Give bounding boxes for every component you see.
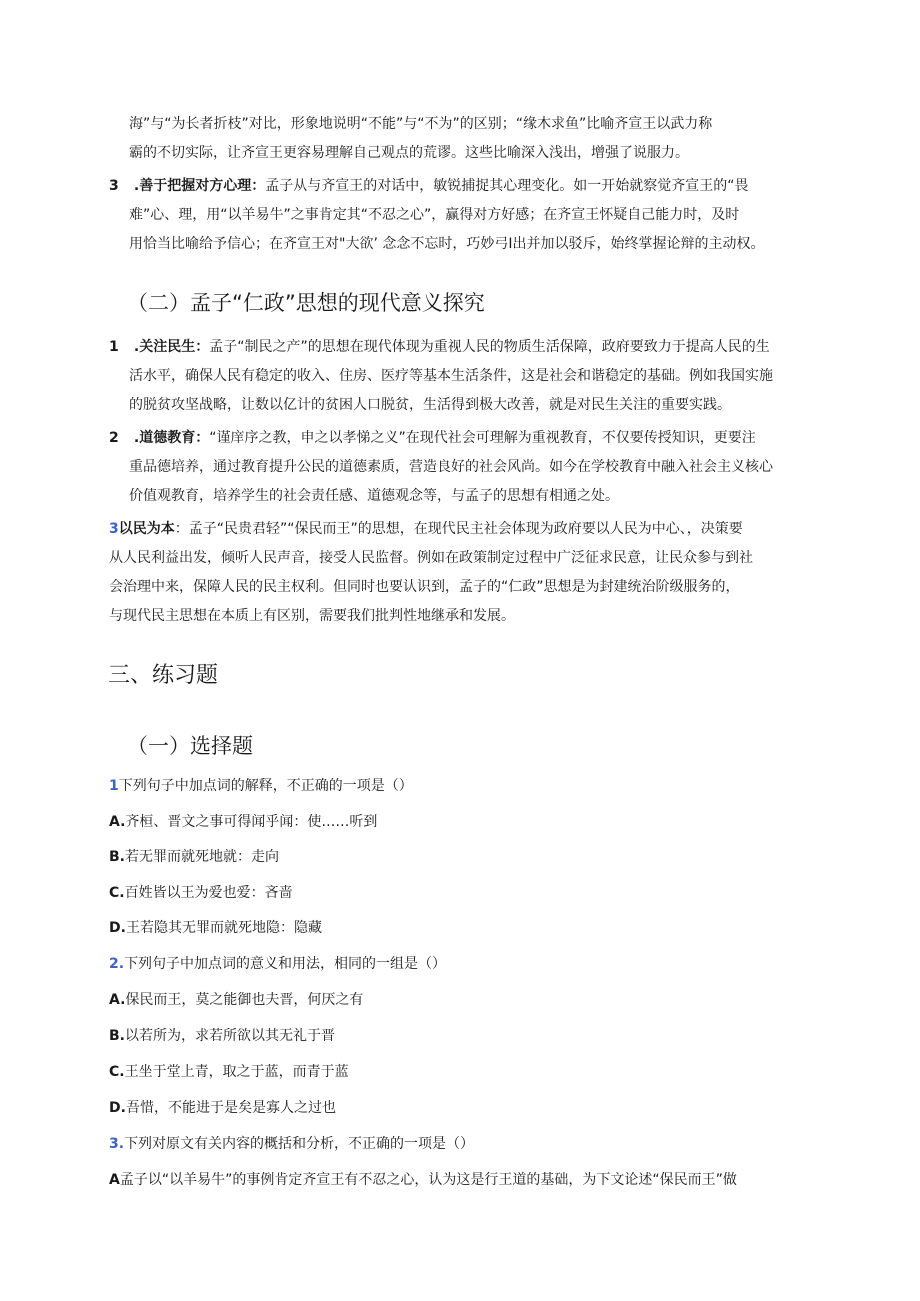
item-number: 3 [109,521,119,537]
question-stem [109,775,809,797]
item-text: 孟子从与齐宣王的对话中，敏锐捕捉其心理变化。如一开始就察觉齐宣王的“畏 [265,178,749,194]
item-number: 1 [109,339,119,355]
question-number: 1 [109,778,119,794]
item-text: 难”心、理，用“以羊易牛”之事肯定其“不忍之心”，赢得对方好感；在齐宣王怀疑自己能力时，及时 [129,207,740,223]
question-option [109,917,809,939]
item-text: 孟子“制民之产”的思想在现代体现为重视人民的物质生活保障，政府要致力于提高人民的生 [209,339,770,355]
option-label: A [109,1172,120,1188]
option-label: A. [109,992,126,1008]
option-text: 孟子以“以羊易牛”的事例肯定齐宣王有不忍之心，认为这是行王道的基础，为下文论述“保民而王”做 [119,1172,737,1188]
question-text: 下列对原文有关内容的概括和分析，不正确的一项是（） [124,1136,475,1152]
intro-line: 霸的不切实际，让齐宣王更容易理解自己观点的荒谬。这些比喻深入浅出，增强了说服力。 [129,145,689,161]
question-option [109,1169,809,1191]
option-label: C. [109,1064,125,1080]
item-text: 从人民利益出发，倾听人民声音，接受人民监督。例如在政策制定过程中广泛征求民意，让民众参与到社 [109,550,753,566]
question-option [109,811,809,833]
option-text: 百姓皆以王为爱也爱：吝啬 [124,885,293,901]
question-text: 下列句子中加点词的意义和用法，相同的一组是（） [124,956,447,972]
option-label: D. [109,1100,126,1116]
question-option [109,1025,809,1047]
list-item-psychology [109,172,809,259]
intro-paragraph [129,110,809,168]
item-number: 3 [109,178,119,194]
option-text: 以若所为，求若所欲以其无礼于晋 [125,1028,335,1044]
section-heading: 三、练习题 [108,663,219,688]
option-text: 保民而王，莫之能御也夫晋，何厌之有 [125,992,364,1008]
question-option [109,1061,809,1083]
item-text: 的脱贫攻坚战略，让数以亿计的贫困人口脱贫，生活得到极大改善，就是对民生关注的重要实践。 [129,397,731,413]
item-text: “谨庠序之教，申之以孝悌之义”在现代社会可理解为重视教育，不仅要传授知识，更要注 [209,430,756,446]
item-lead: .道德教育： [129,430,210,446]
item-text: 活水平，确保人民有稳定的收入、住房、医疗等基本生活条件，这是社会和谐稳定的基础。例如我国实施 [129,368,773,384]
question-number: 3. [109,1136,125,1152]
item-text: 会治理中来，保障人民的民主权利。但同时也要认识到，孟子的“仁政”思想是为封建统治阶级服务的， [109,579,740,595]
option-label: D. [109,920,126,936]
option-text: 齐桓、晋文之事可得闻乎闻：使……听到 [125,814,378,830]
list-item-people-centered [109,515,809,631]
item-text: 重品德培养，通过教育提升公民的道德素质，营造良好的社会风尚。如今在学校教育中融入社会主义核心 [129,459,773,475]
option-label: A. [109,814,126,830]
intro-line: 海”与“为长者折枝”对比，形象地说明“不能”与“不为”的区别；“缘木求鱼”比喻齐宣王以武力称 [129,116,713,132]
option-label: B. [109,1028,125,1044]
item-lead: .善于把握对方心理： [129,178,266,194]
question-stem [109,1133,809,1155]
question-number: 2. [109,956,125,972]
option-text: 王若隐其无罪而就死地隐：隐藏 [125,920,322,936]
item-text: 用恰当比喻给予信心；在齐宣王对"大欲’ 念念不忘时，巧妙弓I出并加以驳斥，始终掌握论辩的主动权。 [129,236,765,252]
option-text: 若无罪而就死地就：走向 [125,849,279,865]
item-number: 2 [109,430,119,446]
list-item-moral-education [109,424,809,511]
question-option [109,846,809,868]
item-lead: .关注民生： [129,339,210,355]
question-stem [109,953,809,975]
option-label: C. [109,885,125,901]
question-option [109,989,809,1011]
item-text: ：孟子“民贵君轻”“保民而王”的思想，在现代民主社会体现为政府要以人民为中心、，决策要 [174,521,743,537]
subsection-heading: （一）选择题 [127,734,253,758]
question-option [109,1097,809,1119]
question-text: 下列句子中加点词的解释，不正确的一项是（） [118,778,413,794]
option-label: B. [109,849,125,865]
option-text: 王坐于堂上青，取之于蓝，而青于蓝 [124,1064,349,1080]
list-item-livelihood [109,333,809,420]
item-text: 与现代民主思想在本质上有区别，需要我们批判性地继承和发展。 [109,608,515,624]
question-option [109,882,809,904]
section-heading: （二）孟子“仁政”思想的现代意义探究 [127,291,485,315]
item-text: 价值观教育，培养学生的社会责任感、道德观念等，与孟子的思想有相通之处。 [129,488,619,504]
option-text: 吾惜，不能进于是矣是寡人之过也 [125,1100,336,1116]
item-lead: 以民为本 [118,521,175,537]
